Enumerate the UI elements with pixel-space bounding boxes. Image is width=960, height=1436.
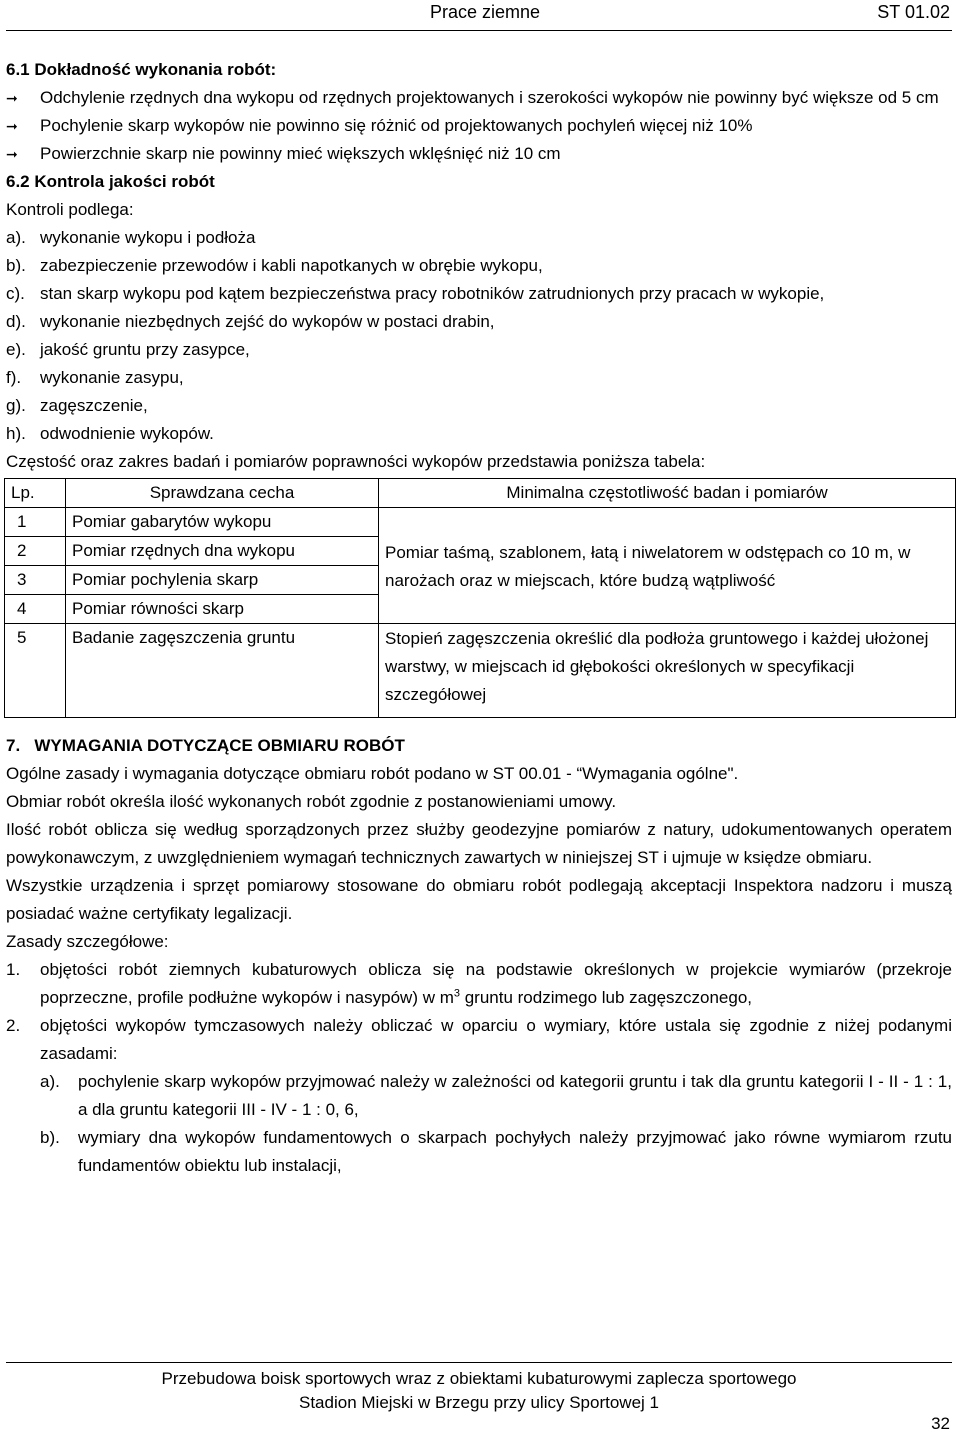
- column-header-feature: Sprawdzana cecha: [66, 479, 379, 508]
- control-item: [6, 364, 952, 392]
- column-header-lp: Lp.: [5, 479, 66, 508]
- tolerance-text: Odchylenie rzędnych dna wykopu od rzędnych projektowanych i szerokości wykopów nie powinny być większe od 5 cm: [40, 88, 939, 107]
- table-row: [5, 508, 956, 537]
- table-row: [5, 624, 956, 718]
- paragraph: Ilość robót oblicza się według sporządzonych przez służby geodezyjne pomiarów z natury, udokumentowanych operatem powykonawczym, z uwzględnieniem wymagań technicznych zawartych w niniejszej ST i ujmuje w księdze obmiaru.: [6, 820, 952, 867]
- cell-lp: 5: [5, 624, 66, 718]
- cell-feature: Pomiar rzędnych dna wykopu: [66, 537, 379, 566]
- frequency-text: Pomiar taśmą, szablonem, łatą i niwelatorem w odstępach co 10 m, w narożach oraz w miejscach, które budzą wątpliwość: [385, 543, 911, 590]
- control-item: [6, 252, 952, 280]
- superscript: 3: [453, 987, 460, 1000]
- header-spec-code: ST 01.02: [877, 2, 950, 22]
- control-item: [6, 280, 952, 308]
- header-title: Prace ziemne: [430, 2, 541, 22]
- paragraph: Obmiar robót określa ilość wykonanych robót zgodnie z postanowieniami umowy.: [6, 792, 617, 811]
- item-text: odwodnienie wykopów.: [40, 424, 214, 443]
- footer-project-title: Przebudowa boisk sportowych wraz z obiektami kubaturowymi zaplecza sportowego: [161, 1369, 797, 1388]
- page-footer: [6, 1362, 952, 1415]
- control-item: [6, 224, 952, 252]
- section-6-1-heading: 6.1 Dokładność wykonania robót:: [6, 60, 277, 79]
- cell-feature: Pomiar równości skarp: [66, 595, 379, 624]
- item-text: stan skarp wykopu pod kątem bezpieczeństwa pracy robotników zatrudnionych przy pracach w wykopie,: [40, 284, 825, 303]
- arrow-bullet-icon: ➞: [6, 146, 18, 162]
- paragraph: Ogólne zasady i wymagania dotyczące obmiaru robót podano w ST 00.01 - “Wymagania ogólne".: [6, 764, 739, 783]
- control-item: [6, 308, 952, 336]
- item-text: wykonanie wykopu i podłoża: [40, 228, 256, 247]
- section-6-2-heading: 6.2 Kontrola jakości robót: [6, 172, 215, 191]
- numbered-item: [6, 1012, 952, 1068]
- paragraph: Wszystkie urządzenia i sprzęt pomiarowy stosowane do obmiaru robót podlegają akceptacji Inspektora nadzoru i muszą posiadać ważne certyfikaty legalizacji.: [6, 876, 952, 923]
- sub-item: [6, 1068, 952, 1124]
- numbered-item: [6, 956, 952, 1012]
- tolerance-text: Pochylenie skarp wykopów nie powinno się różnić od projektowanych pochyleń więcej niż 10%: [40, 116, 753, 135]
- item-text: wykonanie zasypu,: [40, 368, 184, 387]
- item-marker: g).: [6, 396, 26, 415]
- tolerance-text: Powierzchnie skarp nie powinny mieć większych wklęśnięć niż 10 cm: [40, 144, 561, 163]
- footer-location: Stadion Miejski w Brzegu przy ulicy Sportowej 1: [299, 1393, 659, 1412]
- item-text: zabezpieczenie przewodów i kabli napotkanych w obrębie wykopu,: [40, 256, 543, 275]
- cell-lp: 2: [5, 537, 66, 566]
- item-marker: d).: [6, 312, 26, 331]
- item-marker: f).: [6, 368, 22, 387]
- measurements-table: [4, 478, 956, 718]
- details-heading: Zasady szczegółowe:: [6, 932, 169, 951]
- item-marker: c).: [6, 284, 25, 303]
- item-number: 1.: [6, 960, 21, 979]
- item-marker: a).: [40, 1072, 60, 1091]
- item-marker: b).: [6, 256, 26, 275]
- item-text: jakość gruntu przy zasypce,: [40, 340, 250, 359]
- cell-lp: 1: [5, 508, 66, 537]
- item-marker: b).: [40, 1128, 60, 1147]
- control-item: [6, 392, 952, 420]
- column-header-frequency: Minimalna częstotliwość badan i pomiarów: [379, 479, 956, 508]
- cell-feature: Pomiar pochylenia skarp: [66, 566, 379, 595]
- cell-frequency-merged: [379, 508, 956, 624]
- item-text: objętości robót ziemnych kubaturowych oblicza się na podstawie określonych w projekcie wymiarów (przekroje poprzeczne, profile podłużne wykopów i nasypów) w m: [40, 960, 952, 1007]
- item-marker: h).: [6, 424, 26, 443]
- cell-lp: 3: [5, 566, 66, 595]
- page-header: [6, 0, 952, 31]
- control-item: [6, 336, 952, 364]
- cell-frequency: Stopień zagęszczenia określić dla podłoża gruntowego i każdej ułożonej warstwy, w miejscach id głębokości określonych w specyfikacji szczegółowej: [379, 624, 956, 718]
- control-item: [6, 420, 952, 448]
- page-content: [6, 56, 952, 1180]
- cell-feature: Pomiar gabarytów wykopu: [66, 508, 379, 537]
- item-text: wymiary dna wykopów fundamentowych o skarpach pochyłych należy przyjmować jako równe wymiarom rzutu fundamentów obiektu lub instalacji,: [78, 1128, 952, 1175]
- tolerance-item: [6, 140, 952, 168]
- tolerance-item: [6, 84, 952, 112]
- control-intro: Kontroli podlega:: [6, 200, 134, 219]
- tolerance-item: [6, 112, 952, 140]
- table-header-row: [5, 479, 956, 508]
- arrow-bullet-icon: ➞: [6, 118, 18, 134]
- item-marker: a).: [6, 228, 26, 247]
- item-text: pochylenie skarp wykopów przyjmować należy w zależności od kategorii gruntu i tak dla gruntu kategorii I - II - 1 : 1, a dla gruntu kategorii III - IV - 1 : 0, 6,: [78, 1072, 952, 1119]
- item-text: wykonanie niezbędnych zejść do wykopów w postaci drabin,: [40, 312, 495, 331]
- spacer: [6, 718, 952, 732]
- item-text: objętości wykopów tymczasowych należy obliczać w oparciu o wymiary, które ustala się zgodnie z niżej podanymi zasadami:: [40, 1016, 952, 1063]
- table-intro: Częstość oraz zakres badań i pomiarów poprawności wykopów przedstawia poniższa tabela:: [6, 452, 706, 471]
- cell-lp: 4: [5, 595, 66, 624]
- item-number: 2.: [6, 1016, 21, 1035]
- item-text: gruntu rodzimego lub zagęszczonego,: [460, 988, 753, 1007]
- arrow-bullet-icon: ➞: [6, 90, 18, 106]
- item-marker: e).: [6, 340, 26, 359]
- cell-feature: Badanie zagęszczenia gruntu: [66, 624, 379, 718]
- item-text: zagęszczenie,: [40, 396, 148, 415]
- section-7-heading: 7. WYMAGANIA DOTYCZĄCE OBMIARU ROBÓT: [6, 736, 405, 755]
- page-number: 32: [931, 1414, 950, 1433]
- sub-item: [6, 1124, 952, 1180]
